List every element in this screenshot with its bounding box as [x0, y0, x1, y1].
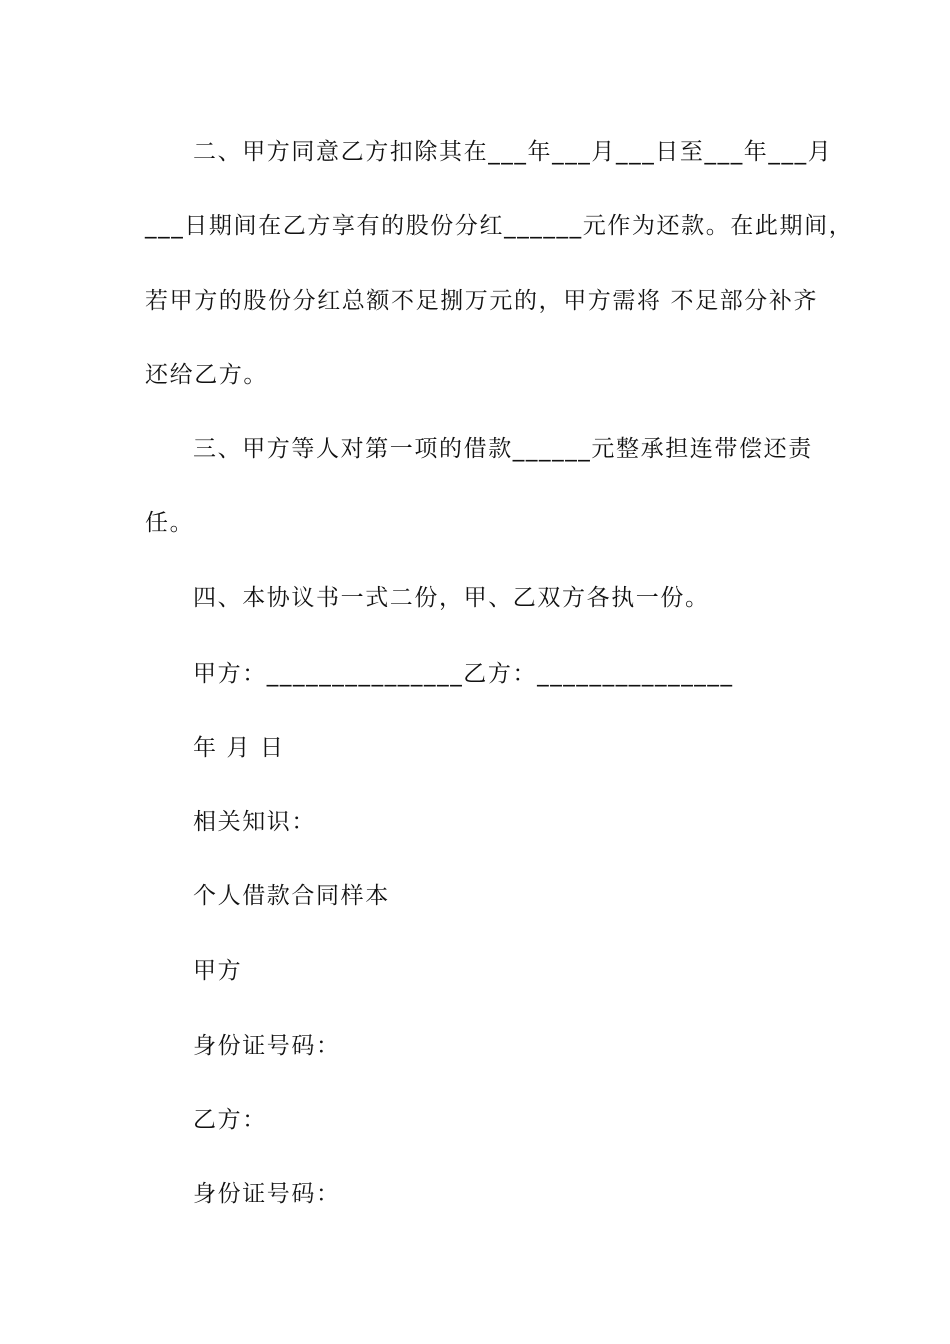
paragraph-2-line-2: ___日期间在乙方享有的股份分红______元作为还款。在此期间， [145, 213, 854, 239]
paragraph-2-line-4: 还给乙方。 [145, 362, 268, 388]
date-line: 年 月 日 [193, 735, 285, 761]
paragraph-4: 四、本协议书一式二份，甲、乙双方各执一份。 [193, 585, 710, 611]
party-a-label: 甲方 [193, 958, 243, 984]
paragraph-2-line-3: 若甲方的股份分红总额不足捌万元的，甲方需将 不足部分补齐 [145, 288, 819, 314]
sample-title: 个人借款合同样本 [193, 883, 390, 909]
party-b-id-label: 身份证号码： [193, 1181, 341, 1207]
related-heading: 相关知识： [193, 809, 316, 835]
paragraph-3-line-1: 三、甲方等人对第一项的借款______元整承担连带偿还责 [193, 436, 813, 462]
signature-line: 甲方：_______________乙方：_______________ [193, 661, 734, 687]
paragraph-3-line-2: 任。 [145, 510, 195, 536]
party-a-id-label: 身份证号码： [193, 1033, 341, 1059]
party-b-label: 乙方： [193, 1107, 267, 1133]
paragraph-2-line-1: 二、甲方同意乙方扣除其在___年___月___日至___年___月 [193, 139, 833, 165]
